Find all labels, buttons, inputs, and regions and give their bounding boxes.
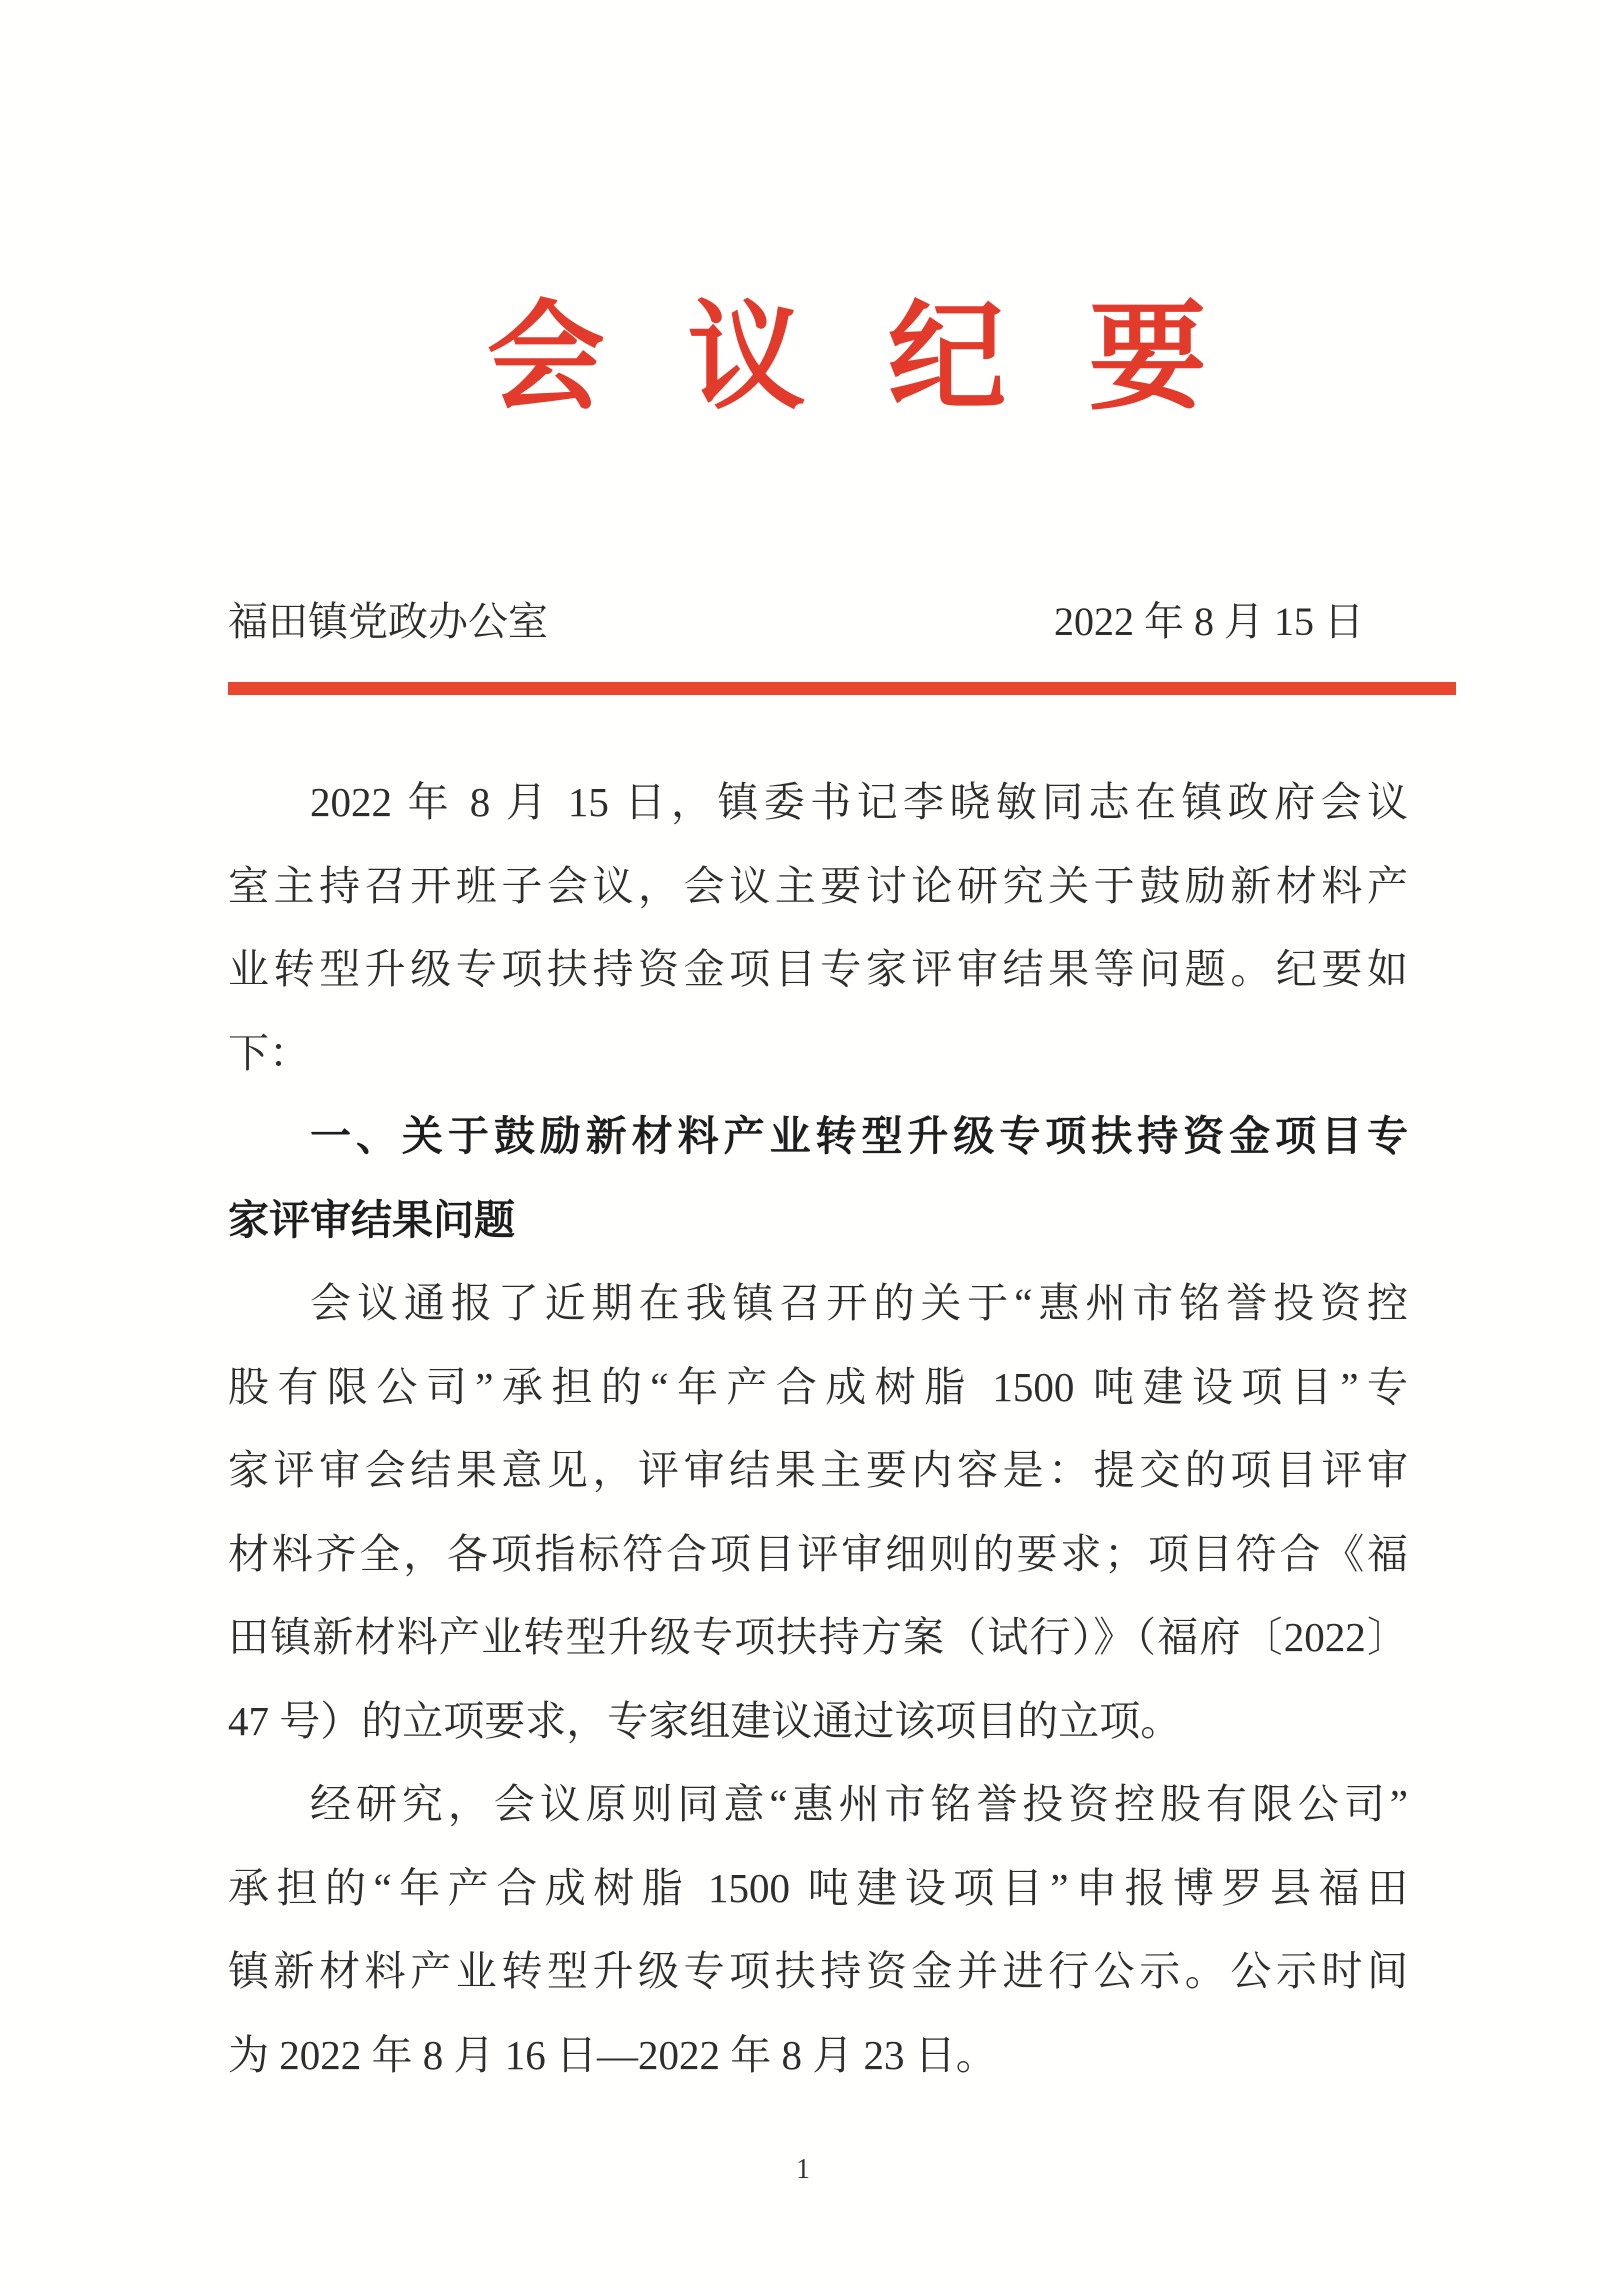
document-body	[228, 761, 1408, 2097]
text-line: 一、关于鼓励新材料产业转型升级专项扶持资金项目专	[310, 1113, 1408, 1159]
text-line: 家评审结果问题	[228, 1196, 515, 1243]
text-line: 47 号）的立项要求，专家组建议通过该项目的立项。	[228, 1697, 1182, 1744]
text-line: 为 2022 年 8 月 16 日—2022 年 8 月 23 日。	[228, 2031, 997, 2078]
red-divider-line	[228, 682, 1456, 695]
text-line: 田镇新材料产业转型升级专项扶持方案（试行）》（福府〔2022〕	[228, 1614, 1408, 1660]
paragraph	[228, 761, 1408, 1095]
text-line: 下：	[228, 1029, 310, 1076]
text-line: 镇新材料产业转型升级专项扶持资金并进行公示。公示时间	[228, 1948, 1408, 1994]
document-title: 会议纪要	[486, 293, 1290, 424]
text-line: 股有限公司”承担的“年产合成树脂 1500 吨建设项目”专	[228, 1363, 1408, 1410]
text-line: 会议通报了近期在我镇召开的关于“惠州市铭誉投资控	[310, 1280, 1408, 1326]
text-line: 室主持召开班子会议，会议主要讨论研究关于鼓励新材料产	[228, 862, 1408, 909]
text-line: 2022 年 8 月 15 日，镇委书记李晓敏同志在镇政府会议	[310, 779, 1408, 825]
text-line: 家评审会结果意见，评审结果主要内容是：提交的项目评审	[228, 1447, 1408, 1493]
text-line: 材料齐全，各项指标符合项目评审细则的要求；项目符合《福	[228, 1530, 1408, 1577]
section-heading	[228, 1095, 1408, 1262]
text-line: 承担的“年产合成树脂 1500 吨建设项目”申报博罗县福田	[228, 1864, 1408, 1911]
issuing-office: 福田镇党政办公室	[228, 599, 548, 644]
page-number: 1	[796, 2154, 810, 2185]
document-header	[228, 596, 1456, 648]
text-line: 经研究，会议原则同意“惠州市铭誉投资控股有限公司”	[310, 1781, 1408, 1827]
paragraph	[228, 1262, 1408, 1763]
text-line: 业转型升级专项扶持资金项目专家评审结果等问题。纪要如	[228, 946, 1408, 992]
paragraph	[228, 1763, 1408, 2097]
document-date: 2022 年 8 月 15 日	[1054, 599, 1364, 644]
